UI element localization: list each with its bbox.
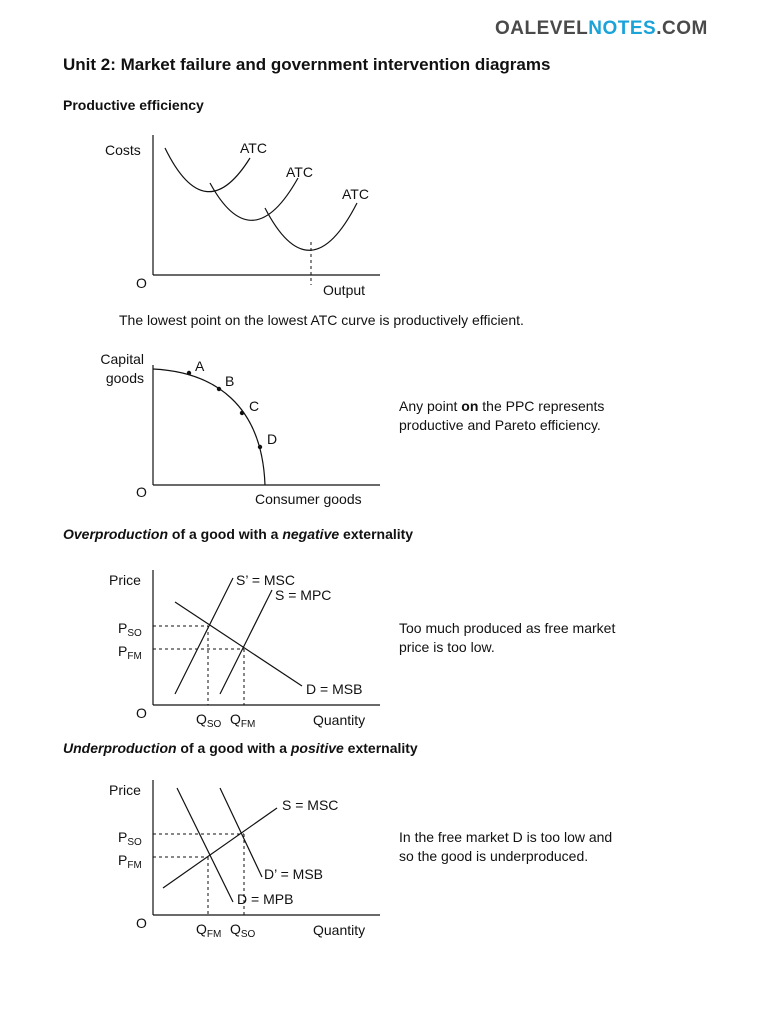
ppc-point-label-c: C xyxy=(249,398,260,414)
underproduction-note xyxy=(399,828,612,866)
pos-demand-social-curve xyxy=(220,788,262,877)
neg-supply-private-label: S = MPC xyxy=(275,587,332,603)
neg-pfm-main: P xyxy=(118,643,128,659)
ppc-note-line2: productive and Pareto efficiency. xyxy=(399,417,601,433)
ppc-note xyxy=(399,397,604,435)
underproduction-note-line2: so the good is underproduced. xyxy=(399,848,589,864)
ppc-note-bold: on xyxy=(461,398,479,414)
pos-origin: O xyxy=(136,915,147,931)
overproduction-note-line2: price is too low. xyxy=(399,639,495,655)
atc-label-3: ATC xyxy=(342,186,369,202)
pos-qso-main: Q xyxy=(230,921,241,937)
underproduction-note-line1: In the free market D is too low and xyxy=(399,829,613,845)
ppc-point-d xyxy=(258,445,262,449)
ppc-y-label-line1: Capital xyxy=(100,351,144,367)
pos-qfm-label xyxy=(196,921,221,940)
logo-text-mid: NOTES xyxy=(588,18,657,39)
neg-supply-private-curve xyxy=(220,590,272,694)
pos-qfm-sub: FM xyxy=(206,929,222,940)
atc-x-label: Output xyxy=(323,282,366,298)
pos-supply-label: S = MSC xyxy=(282,797,339,813)
ppc-point-label-d: D xyxy=(267,431,278,447)
ppc-note-line1 xyxy=(399,397,604,416)
neg-qfm-label xyxy=(230,711,255,730)
neg-x-label: Quantity xyxy=(313,712,366,728)
neg-demand-curve xyxy=(175,602,302,686)
heading-underproduction-end: externality xyxy=(343,740,418,756)
neg-pso-main: P xyxy=(118,620,128,636)
page-title: Unit 2: Market failure and government intervention diagrams xyxy=(63,55,551,74)
pos-qso-sub: SO xyxy=(240,929,256,940)
neg-supply-social-curve xyxy=(175,578,233,694)
pos-pso-sub: SO xyxy=(127,837,142,848)
neg-qso-main: Q xyxy=(196,711,207,727)
atc-curve-1 xyxy=(165,148,250,192)
ppc-point-a xyxy=(187,371,191,375)
neg-supply-social-label: S’ = MSC xyxy=(236,572,295,588)
atc-caption: The lowest point on the lowest ATC curve is productively efficient. xyxy=(119,312,524,328)
ppc-note-before: Any point xyxy=(399,398,462,414)
pos-y-label: Price xyxy=(109,782,141,798)
neg-y-label: Price xyxy=(109,572,141,588)
ppc-x-label: Consumer goods xyxy=(255,491,362,507)
atc-origin: O xyxy=(136,275,147,291)
neg-origin: O xyxy=(136,705,147,721)
logo-text-right: .COM xyxy=(656,18,708,39)
heading-positive-italic: positive xyxy=(290,740,344,756)
pos-pfm-sub: FM xyxy=(127,860,142,871)
pos-demand-private-label: D = MPB xyxy=(237,891,294,907)
neg-demand-label: D = MSB xyxy=(306,681,363,697)
pos-qfm-main: Q xyxy=(196,921,207,937)
heading-underproduction-mid: of a good with a xyxy=(176,740,291,756)
neg-pso-label xyxy=(118,620,142,639)
heading-overproduction-mid: of a good with a xyxy=(168,526,283,542)
neg-qso-label xyxy=(196,711,222,730)
pos-pso-main: P xyxy=(118,829,128,845)
ppc-point-label-b: B xyxy=(225,373,235,389)
overproduction-note xyxy=(399,619,615,657)
pos-x-label: Quantity xyxy=(313,922,366,938)
neg-pfm-label xyxy=(118,643,142,662)
heading-overproduction-italic: Overproduction xyxy=(63,526,169,542)
pos-qso-label xyxy=(230,921,256,940)
ppc-point-c xyxy=(240,411,244,415)
heading-overproduction-end: externality xyxy=(339,526,414,542)
atc-label-2: ATC xyxy=(286,164,313,180)
ppc-point-b xyxy=(217,387,221,391)
pos-pso-label xyxy=(118,829,142,848)
atc-label-1: ATC xyxy=(240,140,267,156)
neg-qso-sub: SO xyxy=(206,719,222,730)
ppc-curve xyxy=(153,369,265,485)
overproduction-note-line1: Too much produced as free market xyxy=(399,620,616,636)
heading-negative-italic: negative xyxy=(282,526,340,542)
atc-curve-2 xyxy=(210,178,298,220)
pos-pfm-main: P xyxy=(118,852,128,868)
neg-qfm-sub: FM xyxy=(240,719,256,730)
heading-underproduction-italic: Underproduction xyxy=(63,740,177,756)
neg-pso-sub: SO xyxy=(127,628,142,639)
section-heading-productive-efficiency: Productive efficiency xyxy=(63,97,204,113)
neg-qfm-main: Q xyxy=(230,711,241,727)
ppc-y-label-line2: goods xyxy=(105,370,144,386)
logo-text-left: OALEVEL xyxy=(495,18,589,39)
ppc-origin: O xyxy=(136,484,147,500)
ppc-note-after: the PPC represents xyxy=(478,398,605,414)
neg-pfm-sub: FM xyxy=(127,651,142,662)
atc-y-label: Costs xyxy=(105,142,141,158)
section-heading-overproduction xyxy=(63,526,413,542)
pos-pfm-label xyxy=(118,852,142,871)
pos-demand-social-label: D’ = MSB xyxy=(264,866,323,882)
ppc-point-label-a: A xyxy=(195,358,205,374)
section-heading-underproduction xyxy=(63,740,418,756)
